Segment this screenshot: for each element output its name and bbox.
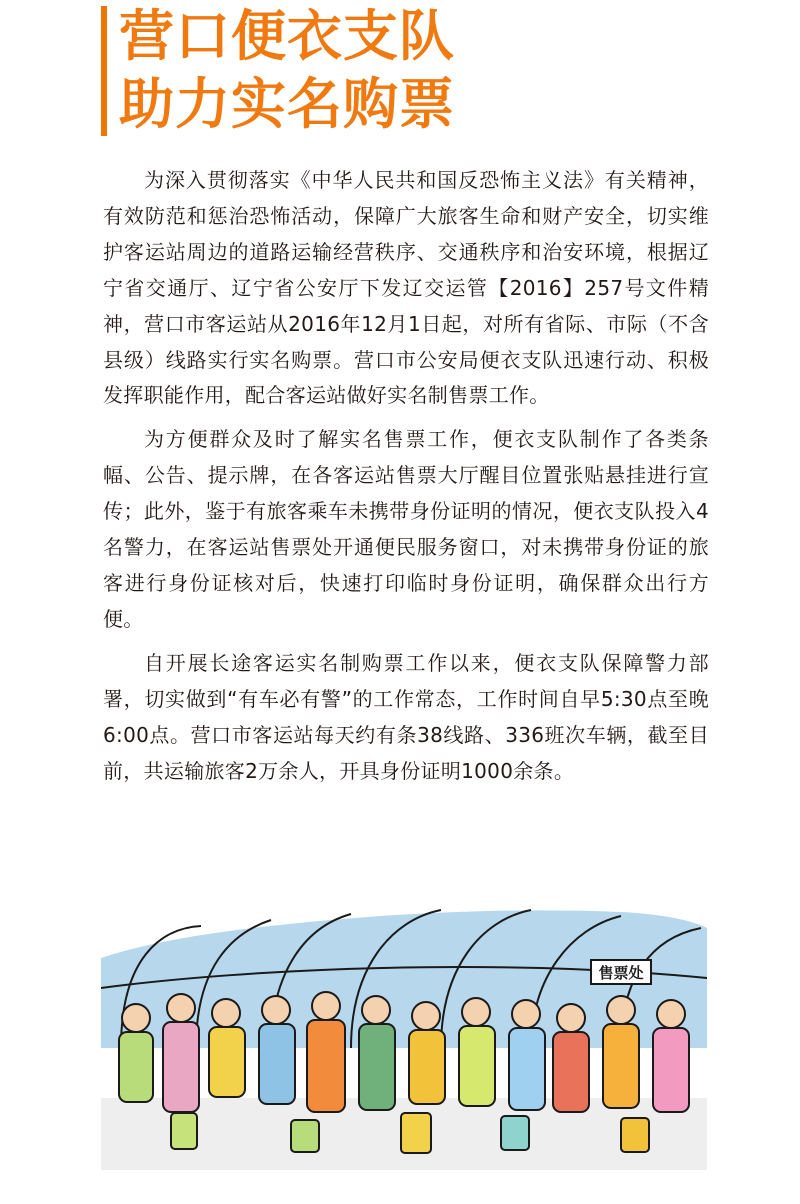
paragraph-1: 为深入贯彻落实《中华人民共和国反恐怖主义法》有关精神，有效防范和惩治恐怖活动，保障广大旅客生命和财产安全，切实维护客运站周边的道路运输经营秩序、交通秩序和治安环境，根据辽宁省交通厅、辽宁省公安厅下发辽交运管【2016】257号文件精神，营口市客运站从2016年12月1日起，对所有省际、市际（不含县级）线路实行实名购票。营口市公安局便衣支队迅速行动、积极发挥职能作用，配合客运站做好实名制售票工作。	[103, 168, 709, 408]
ticket-office-sign-text: 售票处	[598, 964, 644, 982]
paragraph-3: 自开展长途客运实名制购票工作以来，便衣支队保障警力部署，切实做到“有车必有警”的工作常态，工作时间自早5:30点至晚6:00点。营口市客运站每天约有条38线路、336班次车辆，截至目前，共运输旅客2万余人，开具身份证明1000余条。	[103, 650, 709, 783]
page-title	[119, 2, 455, 138]
title-accent-bar	[101, 6, 107, 136]
title-line-1: 营口便衣支队	[119, 4, 456, 68]
article-body	[103, 163, 709, 797]
ticket-hall-illustration	[101, 898, 707, 1170]
title-line-2: 助力实名购票	[119, 72, 456, 136]
paragraph-2: 为方便群众及时了解实名售票工作，便衣支队制作了各类条幅、公告、提示牌，在各客运站售票大厅醒目位置张贴悬挂进行宣传；此外，鉴于有旅客乘车未携带身份证明的情况，便衣支队投入4名警力，在客运站售票处开通便民服务窗口，对未携带身份证的旅客进行身份证核对后，快速打印临时身份证明，确保群众出行方便。	[103, 427, 709, 631]
